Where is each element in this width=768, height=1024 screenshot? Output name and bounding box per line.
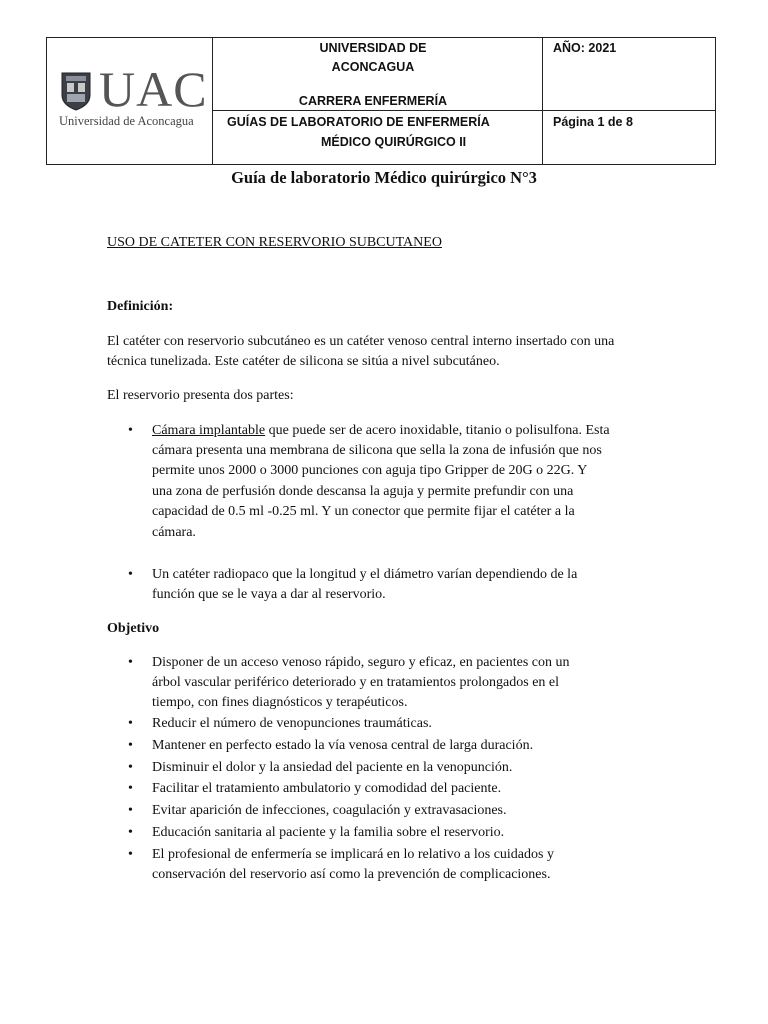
list-item-line: Mantener en perfecto estado la vía venosa central de larga duración. <box>152 738 534 753</box>
bullet-icon: • <box>128 567 133 582</box>
guides-cell <box>213 111 543 164</box>
section-title: USO DE CATETER CON RESERVORIO SUBCUTANEO <box>107 235 442 250</box>
list-item-line: Un catéter radiopaco que la longitud y el diámetro varían dependiendo de la <box>152 567 578 582</box>
bullet-icon: • <box>128 803 133 818</box>
list-item-line: Disponer de un acceso venoso rápido, seguro y eficaz, en pacientes con un <box>152 655 570 670</box>
page-cell <box>543 111 715 164</box>
definition-paragraph-line1: El catéter con reservorio subcutáneo es un catéter venoso central interno insertado con una <box>107 334 615 349</box>
university-name-line1: UNIVERSIDAD DE <box>319 41 427 55</box>
list-item-line: Reducir el número de venopunciones traumáticas. <box>152 716 432 731</box>
logo-wordmark: UAC <box>99 61 208 117</box>
list-item-line: que puede ser de acero inoxidable, titanio o polisulfona. Esta <box>265 423 610 438</box>
list-item-line: función que se le vaya a dar al reservorio. <box>152 587 386 602</box>
guides-line2: MÉDICO QUIRÚRGICO II <box>321 135 467 149</box>
guides-line1: GUÍAS DE LABORATORIO DE ENFERMERÍA <box>227 115 490 129</box>
logo-subtitle: Universidad de Aconcagua <box>59 114 194 128</box>
bullet-icon: • <box>128 847 133 862</box>
bullet-icon: • <box>128 760 133 775</box>
list-item-line: Facilitar el tratamiento ambulatorio y comodidad del paciente. <box>152 781 502 796</box>
bullet-icon: • <box>128 655 133 670</box>
parts-intro: El reservorio presenta dos partes: <box>107 388 294 403</box>
list-item-line: árbol vascular periférico deteriorado y en tratamientos prolongados en el <box>152 675 560 690</box>
bullet-icon: • <box>128 825 133 840</box>
list-item-line: tiempo, con fines diagnósticos y terapéuticos. <box>152 695 408 710</box>
bullet-icon: • <box>128 781 133 796</box>
list-item-line: El profesional de enfermería se implicará en lo relativo a los cuidados y <box>152 847 554 862</box>
list-item-line: Evitar aparición de infecciones, coagulación y extravasaciones. <box>152 803 507 818</box>
university-cell <box>213 38 543 111</box>
list-item-line: una zona de perfusión donde descansa la aguja y permite prefundir con una <box>152 484 574 499</box>
objective-heading: Objetivo <box>107 621 160 636</box>
document-title: Guía de laboratorio Médico quirúrgico N°3 <box>231 168 537 187</box>
year-cell <box>543 38 715 111</box>
university-shield-logo <box>60 71 92 111</box>
part-lead-term: Cámara implantable <box>152 423 266 438</box>
university-name-line2: ACONCAGUA <box>331 60 415 74</box>
bullet-icon: • <box>128 423 133 438</box>
list-item-line: Educación sanitaria al paciente y la familia sobre el reservorio. <box>152 825 505 840</box>
list-item-line: cámara presenta una membrana de silicona que sella la zona de infusión que nos <box>152 443 602 458</box>
list-item-line: cámara. <box>152 525 196 540</box>
document-header <box>46 37 716 165</box>
logo-cell <box>47 38 213 164</box>
list-item-line: permite unos 2000 o 3000 punciones con aguja tipo Gripper de 20G o 22G. Y <box>152 463 588 478</box>
bullet-icon: • <box>128 738 133 753</box>
page-number: Página 1 de 8 <box>553 115 633 129</box>
list-item-line: capacidad de 0.5 ml -0.25 ml. Y un conector que permite fijar el catéter a la <box>152 504 575 519</box>
list-item-line: Disminuir el dolor y la ansiedad del paciente en la venopunción. <box>152 760 513 775</box>
career-name: CARRERA ENFERMERÍA <box>298 94 448 108</box>
definition-paragraph-line2: técnica tunelizada. Este catéter de silicona se sitúa a nivel subcutáneo. <box>107 354 500 369</box>
year-label: AÑO: 2021 <box>553 41 617 55</box>
bullet-icon: • <box>128 716 133 731</box>
list-item <box>152 421 672 442</box>
list-item-line: conservación del reservorio así como la prevención de complicaciones. <box>152 867 551 882</box>
definition-heading: Definición: <box>107 299 174 314</box>
